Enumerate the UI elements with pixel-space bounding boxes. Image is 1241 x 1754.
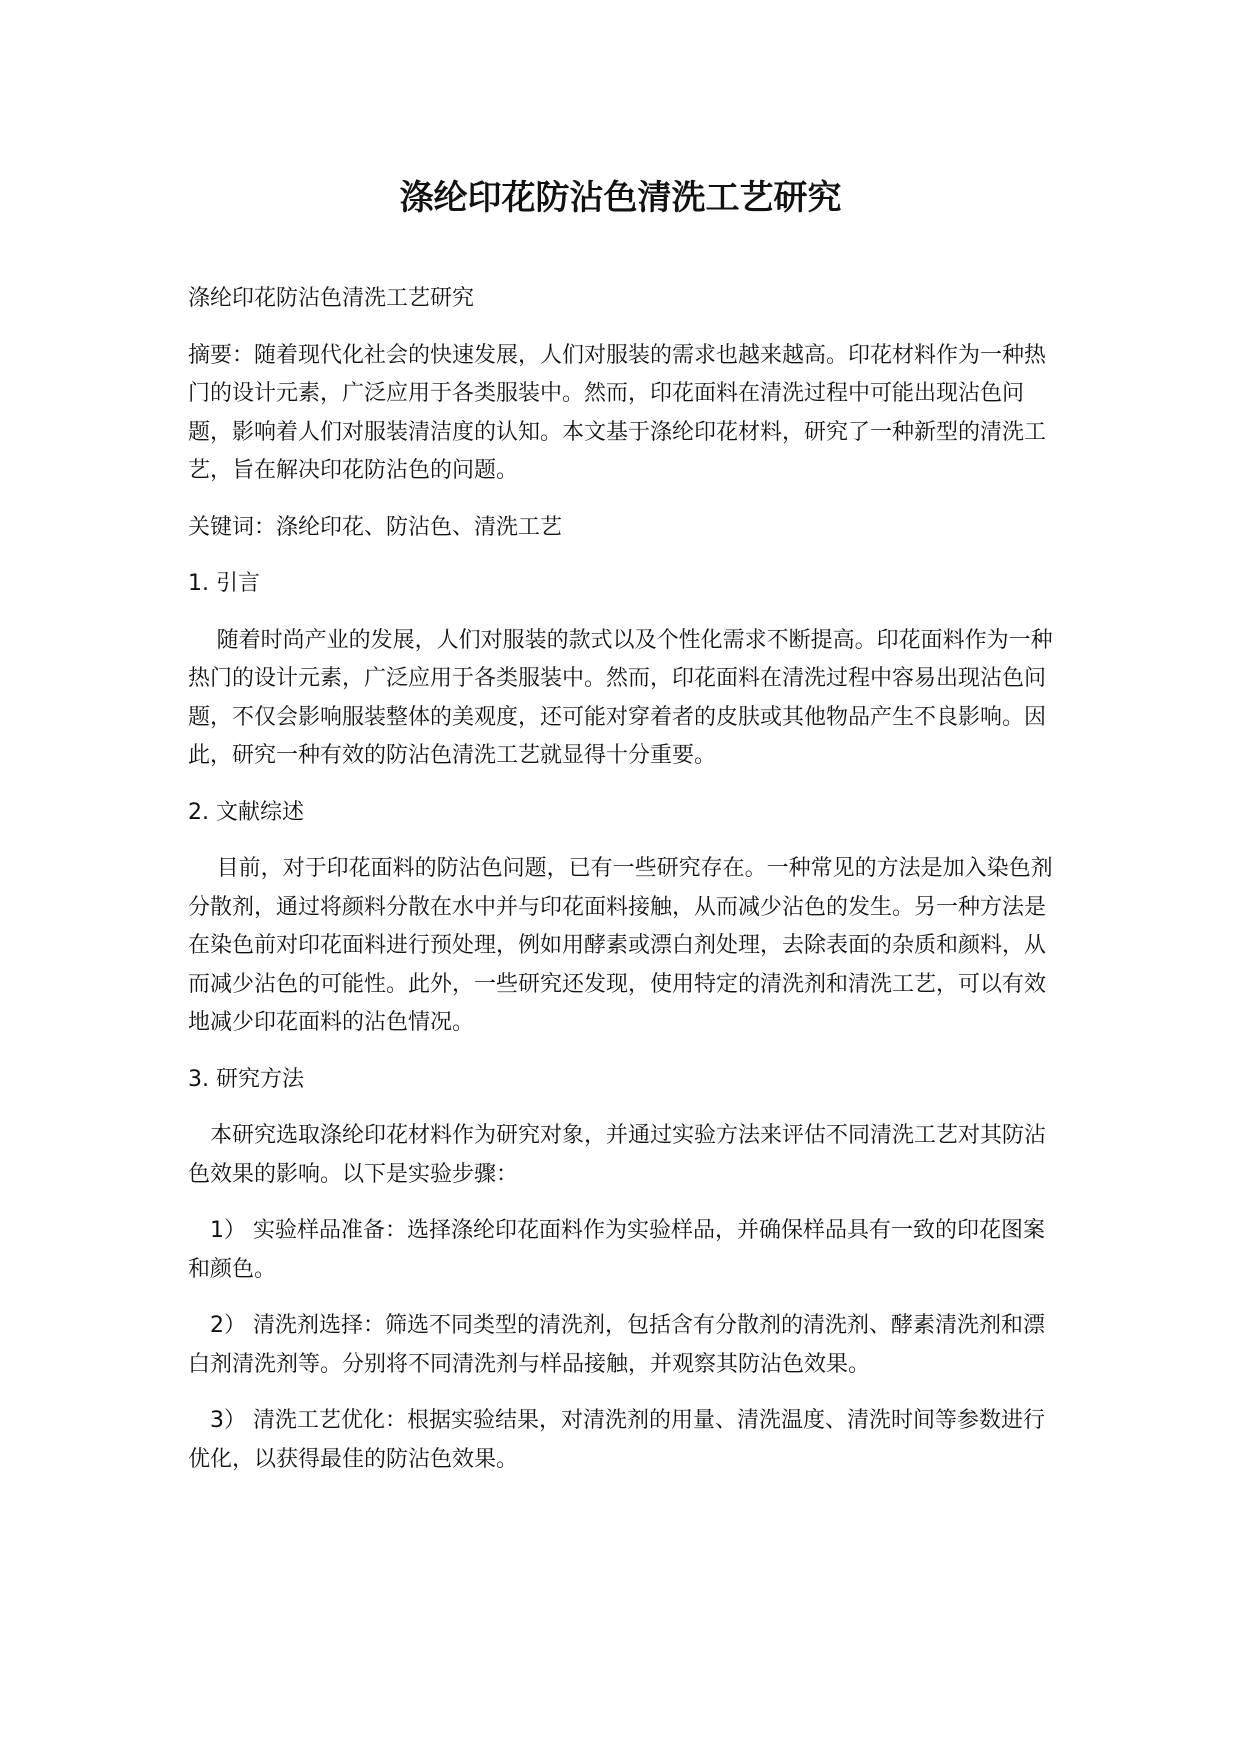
abstract-paragraph: 摘要：随着现代化社会的快速发展，人们对服装的需求也越来越高。印花材料作为一种热门的设计元素，广泛应用于各类服装中。然而，印花面料在清洗过程中可能出现沾色问题，影响着人们对服装清洁度的认知。本文基于涤纶印花材料，研究了一种新型的清洗工艺，旨在解决印花防沾色的问题。 xyxy=(188,342,1047,483)
section-body-methods: 本研究选取涤纶印花材料作为研究对象，并通过实验方法来评估不同清洗工艺对其防沾色效果的影响。以下是实验步骤： xyxy=(188,1123,1047,1187)
document-title: 涤纶印花防沾色清洗工艺研究 xyxy=(399,178,842,218)
method-step-2: 2） 清洗剂选择：筛选不同类型的清洗剂，包括含有分散剂的清洗剂、酵素清洗剂和漂白剂清洗剂等。分别将不同清洗剂与样品接触，并观察其防沾色效果。 xyxy=(188,1313,1045,1377)
method-step-1: 1） 实验样品准备：选择涤纶印花面料作为实验样品，并确保样品具有一致的印花图案和颜色。 xyxy=(188,1218,1045,1282)
section-heading-introduction: 1. 引言 xyxy=(188,571,260,596)
section-heading-literature-review: 2. 文献综述 xyxy=(188,799,304,825)
document-subtitle: 涤纶印花防沾色清洗工艺研究 xyxy=(188,286,475,311)
section-heading-methods: 3. 研究方法 xyxy=(188,1066,304,1092)
document-body xyxy=(188,280,1058,1479)
keywords-line: 关键词：涤纶印花、防沾色、清洗工艺 xyxy=(188,514,563,540)
method-step-3: 3） 清洗工艺优化：根据实验结果，对清洗剂的用量、清洗温度、清洗时间等参数进行优化，以获得最佳的防沾色效果。 xyxy=(188,1408,1045,1472)
section-body-literature-review: 目前，对于印花面料的防沾色问题，已有一些研究存在。一种常见的方法是加入染色剂分散剂，通过将颜料分散在水中并与印花面料接触，从而减少沾色的发生。另一种方法是在染色前对印花面料进行预处理，例如用酵素或漂白剂处理，去除表面的杂质和颜料，从而减少沾色的可能性。此外，一些研究还发现，使用特定的清洗剂和清洗工艺，可以有效地减少印花面料的沾色情况。 xyxy=(188,856,1053,1035)
section-body-introduction: 随着时尚产业的发展，人们对服装的款式以及个性化需求不断提高。印花面料作为一种热门的设计元素，广泛应用于各类服装中。然而，印花面料在清洗过程中容易出现沾色问题，不仅会影响服装整体的美观度，还可能对穿着者的皮肤或其他物品产生不良影响。因此，研究一种有效的防沾色清洗工艺就显得十分重要。 xyxy=(188,627,1053,768)
